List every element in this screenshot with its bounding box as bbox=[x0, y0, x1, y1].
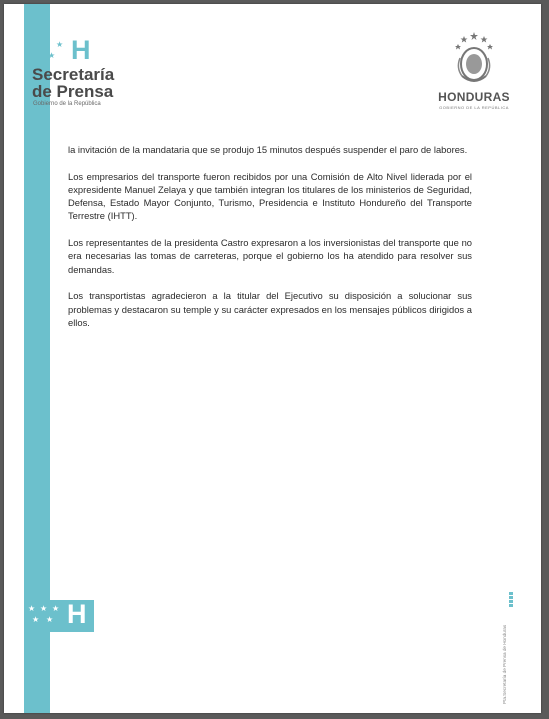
country-name: HONDURAS bbox=[438, 90, 510, 104]
h-logo-mark: H bbox=[71, 35, 91, 65]
side-note: Pta.Secretaría de Prensa de Honduras bbox=[502, 624, 507, 704]
side-mark-icon bbox=[509, 592, 513, 608]
document-body bbox=[68, 143, 472, 343]
paragraph: la invitación de la mandataria que se produjo 15 minutos después suspender el paro de labores. bbox=[68, 144, 468, 155]
footer-logo: ★ ★ ★ ★ ★ H bbox=[28, 599, 87, 629]
coat-of-arms-icon bbox=[452, 30, 496, 88]
paragraph: Los representantes de la presidenta Castro expresaron a los inversionistas del transporte que no era necesarias las tomas de carreteras, porque el gobierno los ha atendido para resolver sus demandas. bbox=[68, 237, 472, 275]
org-subtitle: Gobierno de la República bbox=[33, 101, 101, 107]
country-subtitle: GOBIERNO DE LA REPÚBLICA bbox=[439, 105, 509, 110]
honduras-emblem bbox=[432, 30, 516, 116]
h-logo-mark: H bbox=[67, 599, 87, 629]
stars-icon: ★ ★ ★ ★ ★ bbox=[28, 40, 65, 60]
document-page bbox=[4, 4, 541, 713]
org-name-line1: Secretaría bbox=[32, 65, 115, 84]
paragraph: Los empresarios del transporte fueron recibidos por una Comisión de Alto Nivel liderada por el expresidente Manuel Zelaya y que también integran los titulares de los ministerios de Seguridad, Defensa, Estado Mayor Conjunto, Turismo, Presidencia e Instituto Hondureño del Transporte Terrestre (IHTT). bbox=[68, 170, 472, 222]
org-name-line2: de Prensa bbox=[32, 82, 114, 101]
paragraph: Los transportistas agradecieron a la titular del Ejecutivo su disposición a solucionar sus problemas y destacaron su temple y su carácter expresados en los mensajes públicos dirigidos a ellos. bbox=[68, 290, 472, 328]
